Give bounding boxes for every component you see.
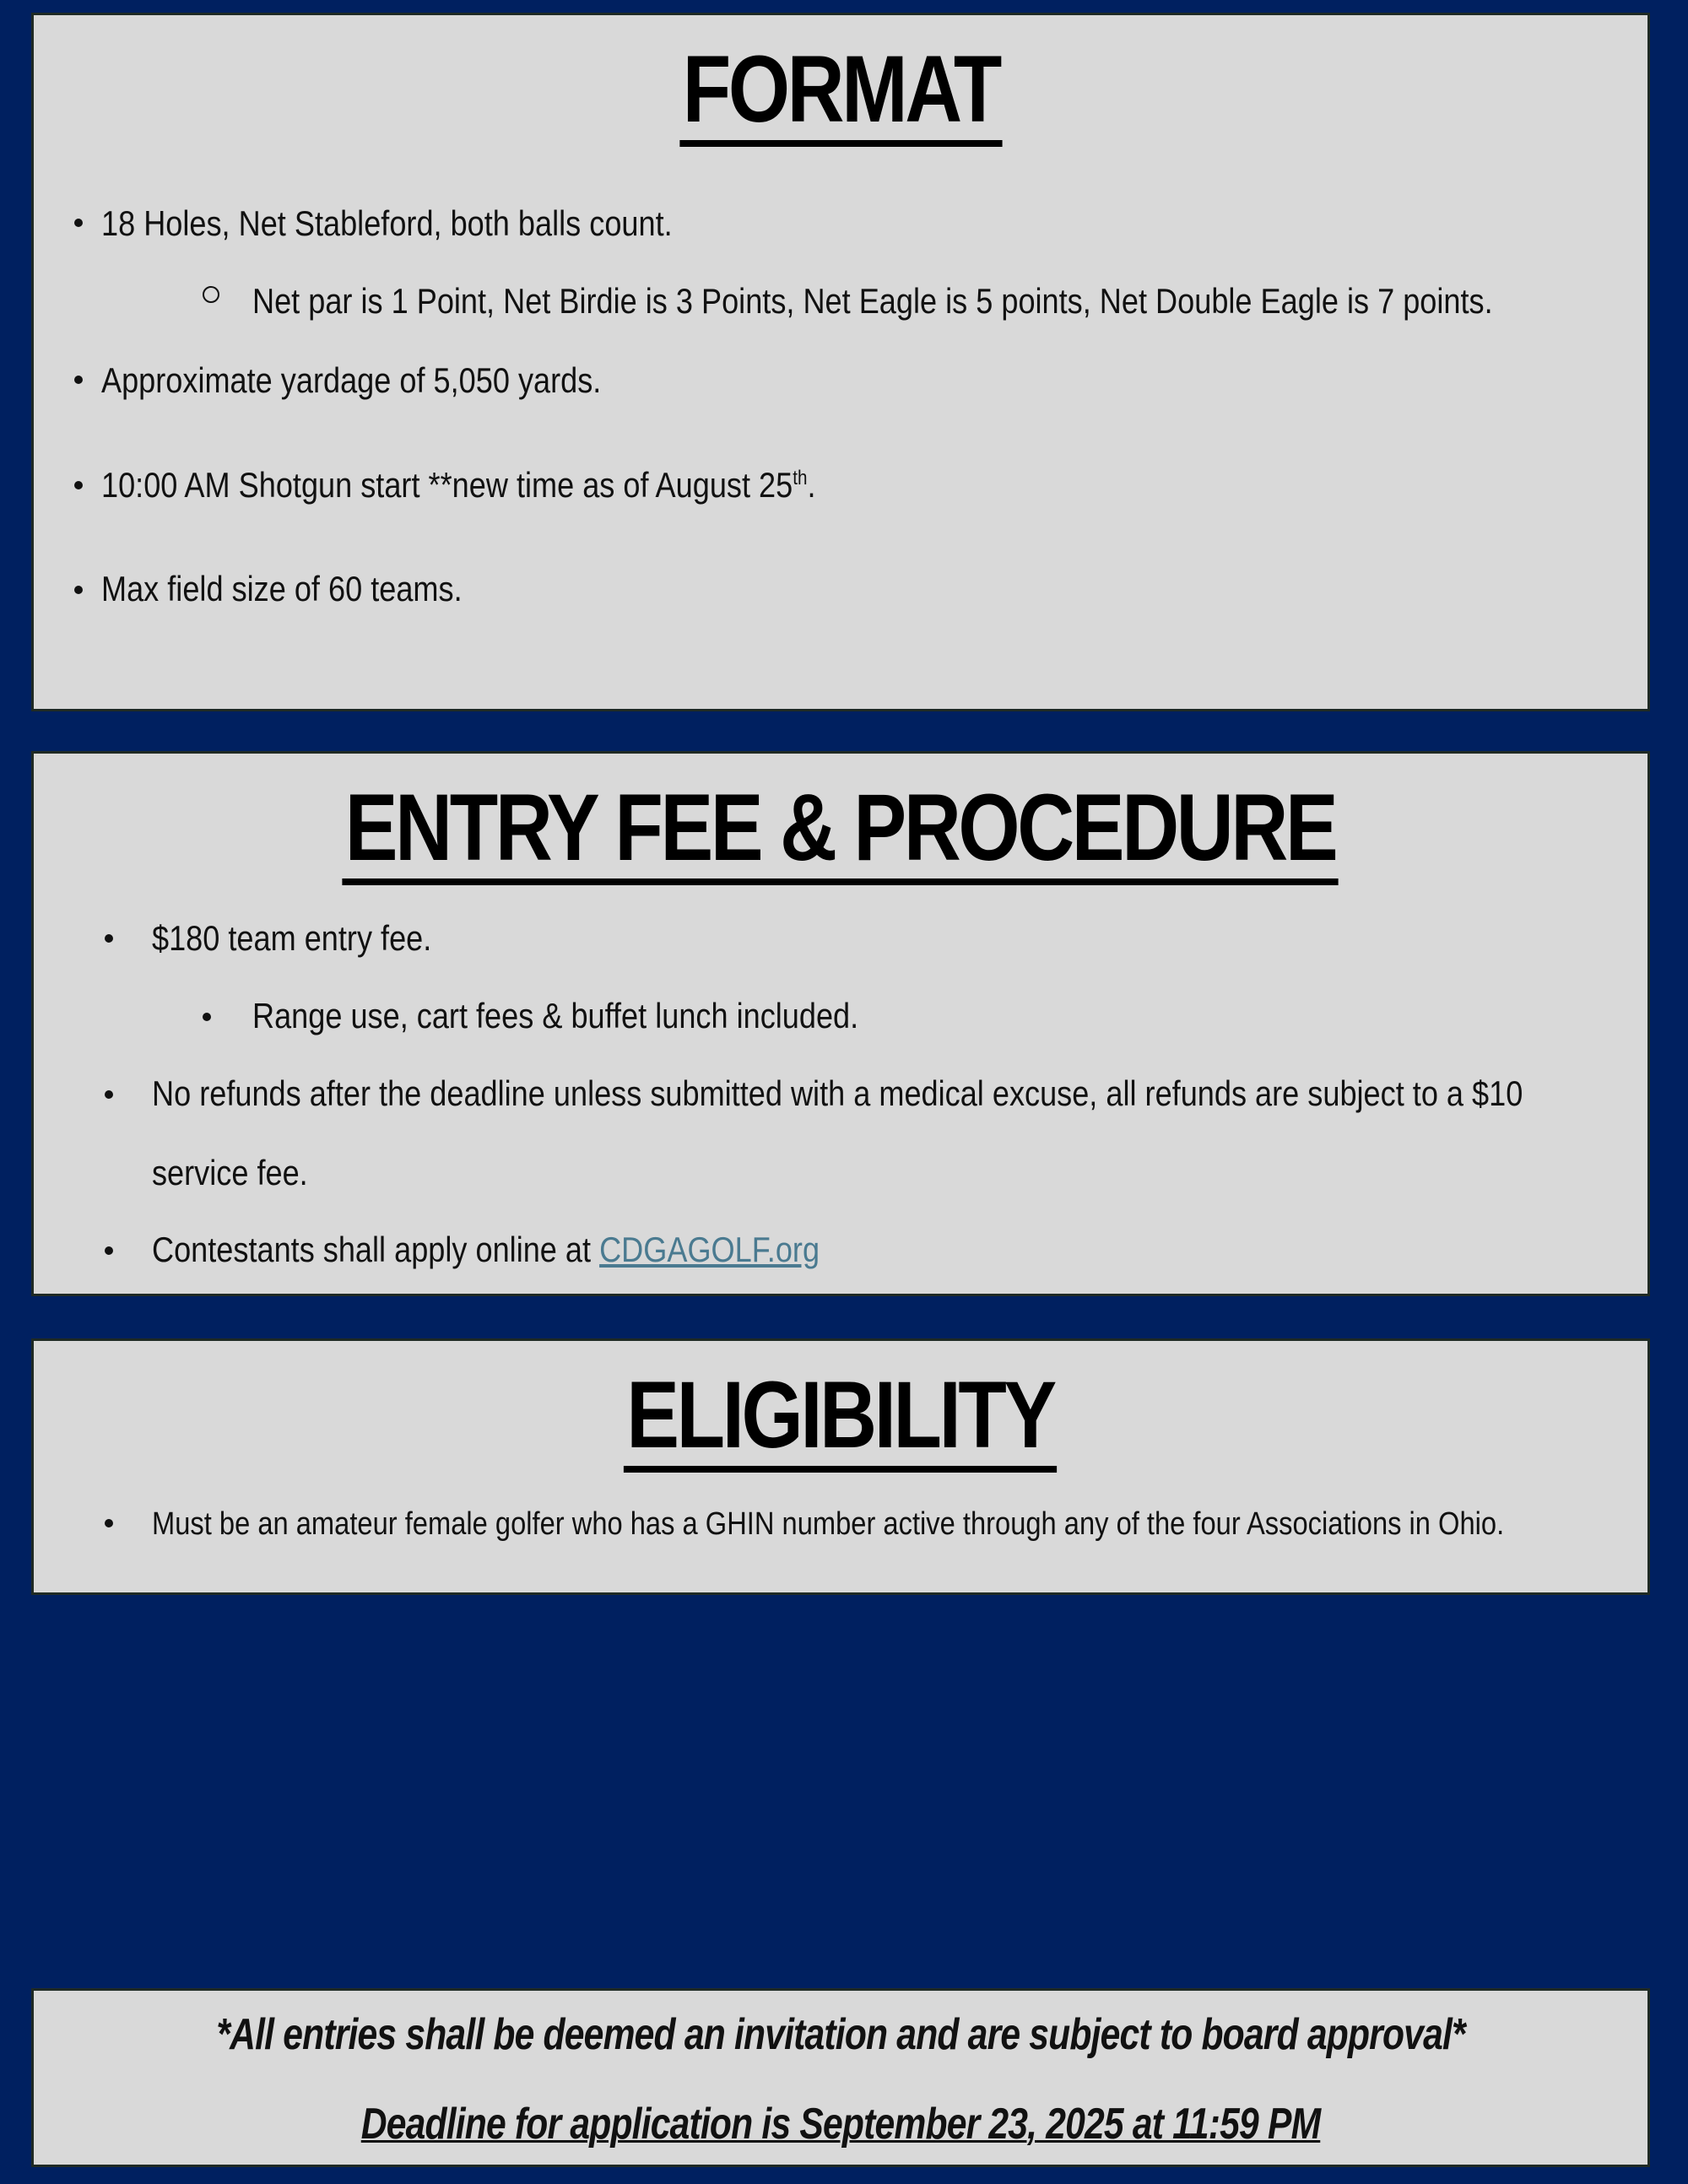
deadline-notice: Deadline for application is September 23, 2025 at 11:59 PM <box>360 2100 1321 2149</box>
format-item-holes: 18 Holes, Net Stableford, both balls count. <box>101 203 673 243</box>
entry-fee-section <box>31 751 1650 1296</box>
bullet <box>105 1519 113 1527</box>
entry-item-refunds: No refunds after the deadline unless submitted with a medical excuse, all refunds are subject to a $10 <box>152 1073 1523 1113</box>
entry-item-apply: Contestants shall apply online at CDGAGOLF.org <box>152 1230 820 1269</box>
sub-bullet <box>203 1013 211 1021</box>
sub-bullet <box>203 286 219 303</box>
entry-item-fee: $180 team entry fee. <box>152 918 432 958</box>
entry-heading: ENTRY FEE & PROCEDURE <box>34 777 1647 885</box>
entry-item-included: Range use, cart fees & buffet lunch included. <box>252 996 859 1035</box>
eligibility-item: Must be an amateur female golfer who has a GHIN number active through any of the four Associations in Ohio. <box>152 1506 1505 1542</box>
bullet <box>74 481 83 489</box>
bullet <box>105 934 113 943</box>
eligibility-heading: ELIGIBILITY <box>34 1365 1647 1473</box>
format-item-shotgun: 10:00 AM Shotgun start **new time as of August 25th. <box>101 465 816 505</box>
bullet <box>74 376 83 384</box>
format-item-points: Net par is 1 Point, Net Birdie is 3 Points, Net Eagle is 5 points, Net Double Eagle is 7 points. <box>252 281 1493 321</box>
format-section <box>31 13 1650 711</box>
bullet <box>74 586 83 594</box>
cdgagolf-link[interactable]: CDGAGOLF.org <box>599 1230 820 1269</box>
format-item-field-size: Max field size of 60 teams. <box>101 569 463 608</box>
format-item-yardage: Approximate yardage of 5,050 yards. <box>101 360 602 400</box>
bullet <box>74 219 83 227</box>
format-heading: FORMAT <box>34 39 1647 147</box>
bullet <box>105 1090 113 1099</box>
bullet <box>105 1246 113 1255</box>
eligibility-section <box>31 1338 1650 1595</box>
invitation-notice: *All entries shall be deemed an invitation and are subject to board approval* <box>216 2010 1465 2059</box>
entry-item-refunds-cont: service fee. <box>152 1153 308 1192</box>
notice-section <box>31 1988 1650 2167</box>
